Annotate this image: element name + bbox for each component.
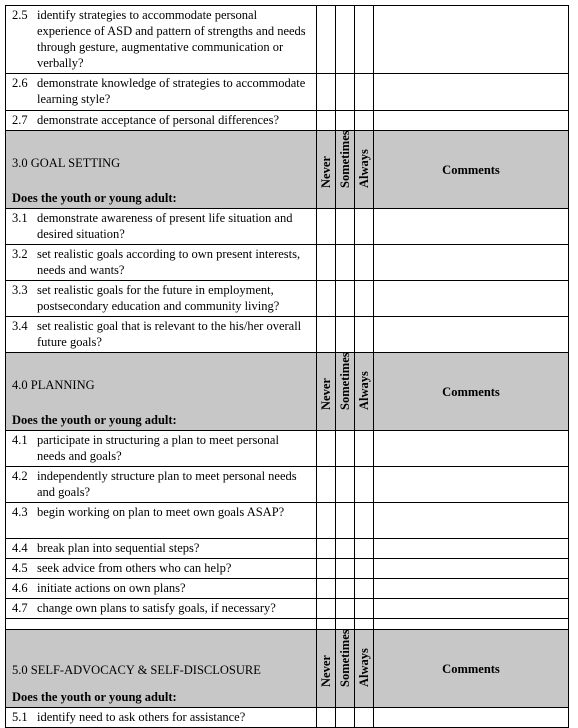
item-cell: [6, 559, 317, 579]
always-cell[interactable]: [355, 209, 374, 245]
sometimes-cell[interactable]: [336, 708, 355, 728]
table-row: [6, 579, 569, 599]
comments-cell[interactable]: [374, 539, 569, 559]
always-cell: [355, 619, 374, 630]
comments-cell[interactable]: [374, 74, 569, 111]
always-cell[interactable]: [355, 245, 374, 281]
item-text: seek advice from others who can help?: [37, 561, 232, 575]
section-header-row: [6, 131, 569, 209]
always-cell[interactable]: [355, 503, 374, 539]
comments-cell[interactable]: [374, 111, 569, 131]
never-cell[interactable]: [317, 245, 336, 281]
never-cell[interactable]: [317, 281, 336, 317]
item-cell: [6, 74, 317, 111]
always-cell[interactable]: [355, 317, 374, 353]
item-number: 3.2: [12, 247, 28, 261]
sometimes-cell[interactable]: [336, 431, 355, 467]
sometimes-label: Sometimes: [338, 352, 352, 410]
never-cell[interactable]: [317, 503, 336, 539]
item-number: 4.3: [12, 505, 28, 519]
item-number: 4.5: [12, 561, 28, 575]
item-cell: [6, 467, 317, 503]
never-cell[interactable]: [317, 431, 336, 467]
never-cell[interactable]: [317, 579, 336, 599]
sometimes-label: Sometimes: [338, 130, 352, 188]
checklist-table: [5, 5, 569, 728]
section-subheading: Does the youth or young adult:: [12, 690, 177, 704]
never-cell[interactable]: [317, 209, 336, 245]
comments-cell[interactable]: [374, 6, 569, 74]
always-cell[interactable]: [355, 708, 374, 728]
comments-cell[interactable]: [374, 209, 569, 245]
table-row: [6, 111, 569, 131]
comments-cell[interactable]: [374, 708, 569, 728]
always-cell[interactable]: [355, 431, 374, 467]
sometimes-header: [336, 353, 355, 431]
always-cell[interactable]: [355, 539, 374, 559]
item-text: identify need to ask others for assistance?: [37, 710, 246, 724]
comments-header: Comments: [374, 353, 569, 431]
section-header: [6, 630, 317, 708]
sometimes-cell[interactable]: [336, 599, 355, 619]
comments-cell[interactable]: [374, 467, 569, 503]
sometimes-label: Sometimes: [338, 629, 352, 687]
item-number: 4.1: [12, 433, 28, 447]
item-cell: [6, 209, 317, 245]
comments-cell[interactable]: [374, 579, 569, 599]
section-title: 5.0 SELF-ADVOCACY & SELF-DISCLOSURE: [12, 663, 261, 677]
always-cell[interactable]: [355, 467, 374, 503]
item-cell: [6, 431, 317, 467]
comments-header: Comments: [374, 131, 569, 209]
table-row: [6, 619, 569, 630]
section-header: [6, 131, 317, 209]
sometimes-cell[interactable]: [336, 6, 355, 74]
always-cell[interactable]: [355, 599, 374, 619]
always-label: Always: [357, 371, 371, 410]
section-header-row: [6, 630, 569, 708]
always-header: [355, 131, 374, 209]
table-row: [6, 559, 569, 579]
section-header-row: [6, 353, 569, 431]
item-text: begin working on plan to meet own goals ASAP?: [37, 505, 285, 519]
always-header: [355, 630, 374, 708]
item-cell: [6, 579, 317, 599]
spacer-cell: [6, 619, 317, 630]
comments-cell[interactable]: [374, 245, 569, 281]
table-row: [6, 467, 569, 503]
sometimes-cell[interactable]: [336, 281, 355, 317]
table-row: [6, 74, 569, 111]
sometimes-header: [336, 630, 355, 708]
section-title: 3.0 GOAL SETTING: [12, 156, 121, 170]
item-cell: [6, 245, 317, 281]
comments-cell[interactable]: [374, 503, 569, 539]
item-text: change own plans to satisfy goals, if necessary?: [37, 601, 276, 615]
item-text: demonstrate awareness of present life situation and desired situation?: [37, 211, 293, 241]
item-number: 4.2: [12, 469, 28, 483]
table-row: [6, 6, 569, 74]
never-label: Never: [319, 378, 333, 410]
always-cell[interactable]: [355, 74, 374, 111]
sometimes-cell[interactable]: [336, 503, 355, 539]
never-header: [317, 131, 336, 209]
never-cell[interactable]: [317, 74, 336, 111]
item-cell: [6, 317, 317, 353]
never-cell[interactable]: [317, 708, 336, 728]
item-text: initiate actions on own plans?: [37, 581, 186, 595]
item-cell: [6, 539, 317, 559]
never-header: [317, 353, 336, 431]
item-text: participate in structuring a plan to meet personal needs and goals?: [37, 433, 279, 463]
item-cell: [6, 281, 317, 317]
sometimes-cell[interactable]: [336, 111, 355, 131]
sometimes-header: [336, 131, 355, 209]
item-number: 3.4: [12, 319, 28, 333]
item-text: demonstrate acceptance of personal differences?: [37, 113, 279, 127]
table-row: [6, 708, 569, 728]
section-subheading: Does the youth or young adult:: [12, 413, 177, 427]
item-number: 4.7: [12, 601, 28, 615]
item-number: 5.1: [12, 710, 28, 724]
sometimes-cell[interactable]: [336, 74, 355, 111]
always-header: [355, 353, 374, 431]
item-number: 4.4: [12, 541, 28, 555]
table-row: [6, 245, 569, 281]
item-number: 4.6: [12, 581, 28, 595]
always-cell[interactable]: [355, 111, 374, 131]
item-number: 3.3: [12, 283, 28, 297]
table-row: [6, 317, 569, 353]
comments-cell[interactable]: [374, 431, 569, 467]
item-text: identify strategies to accommodate personal experience of ASD and pattern of strengths and needs through gesture, augmentative communication or verbally?: [37, 8, 306, 70]
sometimes-cell[interactable]: [336, 579, 355, 599]
table-row: [6, 281, 569, 317]
table-row: [6, 539, 569, 559]
item-text: independently structure plan to meet personal needs and goals?: [37, 469, 297, 499]
comments-cell[interactable]: [374, 599, 569, 619]
comments-cell: [374, 619, 569, 630]
item-text: demonstrate knowledge of strategies to accommodate learning style?: [37, 76, 306, 106]
sometimes-cell: [336, 619, 355, 630]
always-label: Always: [357, 149, 371, 188]
always-cell[interactable]: [355, 281, 374, 317]
comments-cell[interactable]: [374, 559, 569, 579]
item-text: set realistic goals according to own present interests, needs and wants?: [37, 247, 301, 277]
never-header: [317, 630, 336, 708]
always-cell[interactable]: [355, 579, 374, 599]
table-row: [6, 599, 569, 619]
item-text: set realistic goals for the future in employment, postsecondary education and community living?: [37, 283, 280, 313]
never-cell: [317, 619, 336, 630]
sometimes-cell[interactable]: [336, 245, 355, 281]
never-cell[interactable]: [317, 6, 336, 74]
table-row: [6, 431, 569, 467]
never-cell[interactable]: [317, 539, 336, 559]
sometimes-cell[interactable]: [336, 559, 355, 579]
comments-cell[interactable]: [374, 281, 569, 317]
table-row: [6, 209, 569, 245]
never-cell[interactable]: [317, 467, 336, 503]
never-label: Never: [319, 156, 333, 188]
item-text: set realistic goal that is relevant to the his/her overall future goals?: [37, 319, 302, 349]
item-number: 3.1: [12, 211, 28, 225]
item-cell: [6, 708, 317, 728]
sometimes-cell[interactable]: [336, 539, 355, 559]
sometimes-cell[interactable]: [336, 209, 355, 245]
item-cell: [6, 6, 317, 74]
item-cell: [6, 599, 317, 619]
never-label: Never: [319, 655, 333, 687]
comments-header: Comments: [374, 630, 569, 708]
item-number: 2.7: [12, 113, 28, 127]
sometimes-cell[interactable]: [336, 317, 355, 353]
always-label: Always: [357, 648, 371, 687]
always-cell[interactable]: [355, 559, 374, 579]
item-text: break plan into sequential steps?: [37, 541, 200, 555]
never-cell[interactable]: [317, 559, 336, 579]
item-cell: [6, 503, 317, 539]
section-header: [6, 353, 317, 431]
section-subheading: Does the youth or young adult:: [12, 191, 177, 205]
sometimes-cell[interactable]: [336, 467, 355, 503]
never-cell[interactable]: [317, 599, 336, 619]
comments-cell[interactable]: [374, 317, 569, 353]
never-cell[interactable]: [317, 111, 336, 131]
item-number: 2.6: [12, 76, 28, 90]
never-cell[interactable]: [317, 317, 336, 353]
section-title: 4.0 PLANNING: [12, 378, 95, 392]
table-row: [6, 503, 569, 539]
always-cell[interactable]: [355, 6, 374, 74]
item-cell: [6, 111, 317, 131]
item-number: 2.5: [12, 8, 28, 22]
